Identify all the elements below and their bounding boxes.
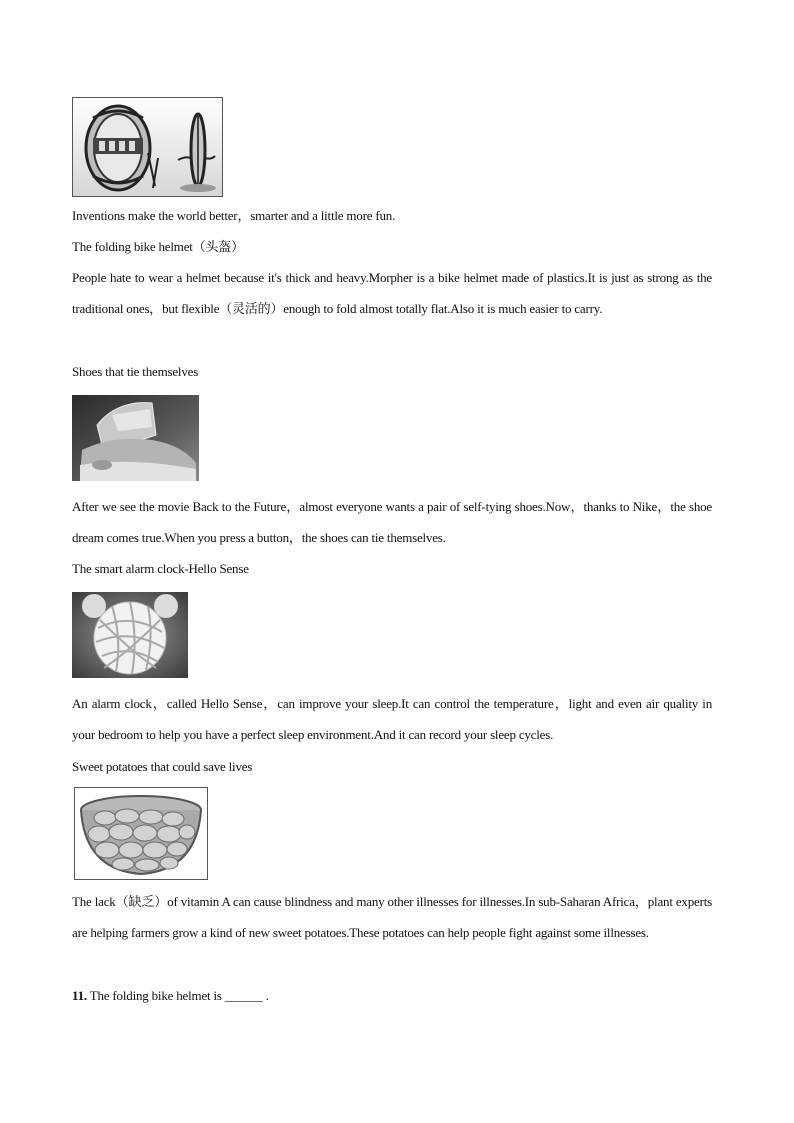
intro-line: Inventions make the world better，smarter and a little more fun. bbox=[72, 208, 396, 223]
self-tying-shoe-photo bbox=[72, 395, 199, 481]
question-number: 11. bbox=[72, 988, 87, 1003]
section-body-self-tying-shoes: After we see the movie Back to the Future，almost everyone wants a pair of self-tying shoes.Now，thanks to Nike，the shoe dream comes true.When you press a button，the shoes can tie themselves. bbox=[72, 499, 712, 545]
alarm-clock-ball-photo bbox=[72, 592, 188, 678]
section-title-alarm-clock: The smart alarm clock-Hello Sense bbox=[72, 561, 249, 576]
section-title-sweet-potatoes: Sweet potatoes that could save lives bbox=[72, 759, 253, 774]
section-body-alarm-clock: An alarm clock，called Hello Sense，can improve your sleep.It can control the temperature，light and even air quality in your bedroom to help you have a perfect sleep environment.And it can record your sleep cycles. bbox=[72, 696, 712, 742]
folding-helmet-photo bbox=[72, 97, 223, 197]
question-11 bbox=[72, 980, 712, 1011]
section-title-self-tying-shoes: Shoes that tie themselves bbox=[72, 364, 199, 379]
question-text: The folding bike helmet is ______ . bbox=[89, 988, 269, 1003]
sweet-potatoes-basket-photo bbox=[74, 787, 208, 880]
section-body-folding-helmet: People hate to wear a helmet because it's thick and heavy.Morpher is a bike helmet made of plastics.It is just as strong as the traditional ones，but flexible（灵活的）enough to fold almost totally flat.Also it is much easier to carry. bbox=[72, 270, 712, 316]
section-body-sweet-potatoes: The lack（缺乏）of vitamin A can cause blindness and many other illnesses for illnesses.In sub-Saharan Africa，plant experts are helping farmers grow a kind of new sweet potatoes.These potatoes can help people fight against some illnesses. bbox=[72, 894, 712, 940]
section-title-folding-helmet: The folding bike helmet（头盔） bbox=[72, 239, 244, 254]
